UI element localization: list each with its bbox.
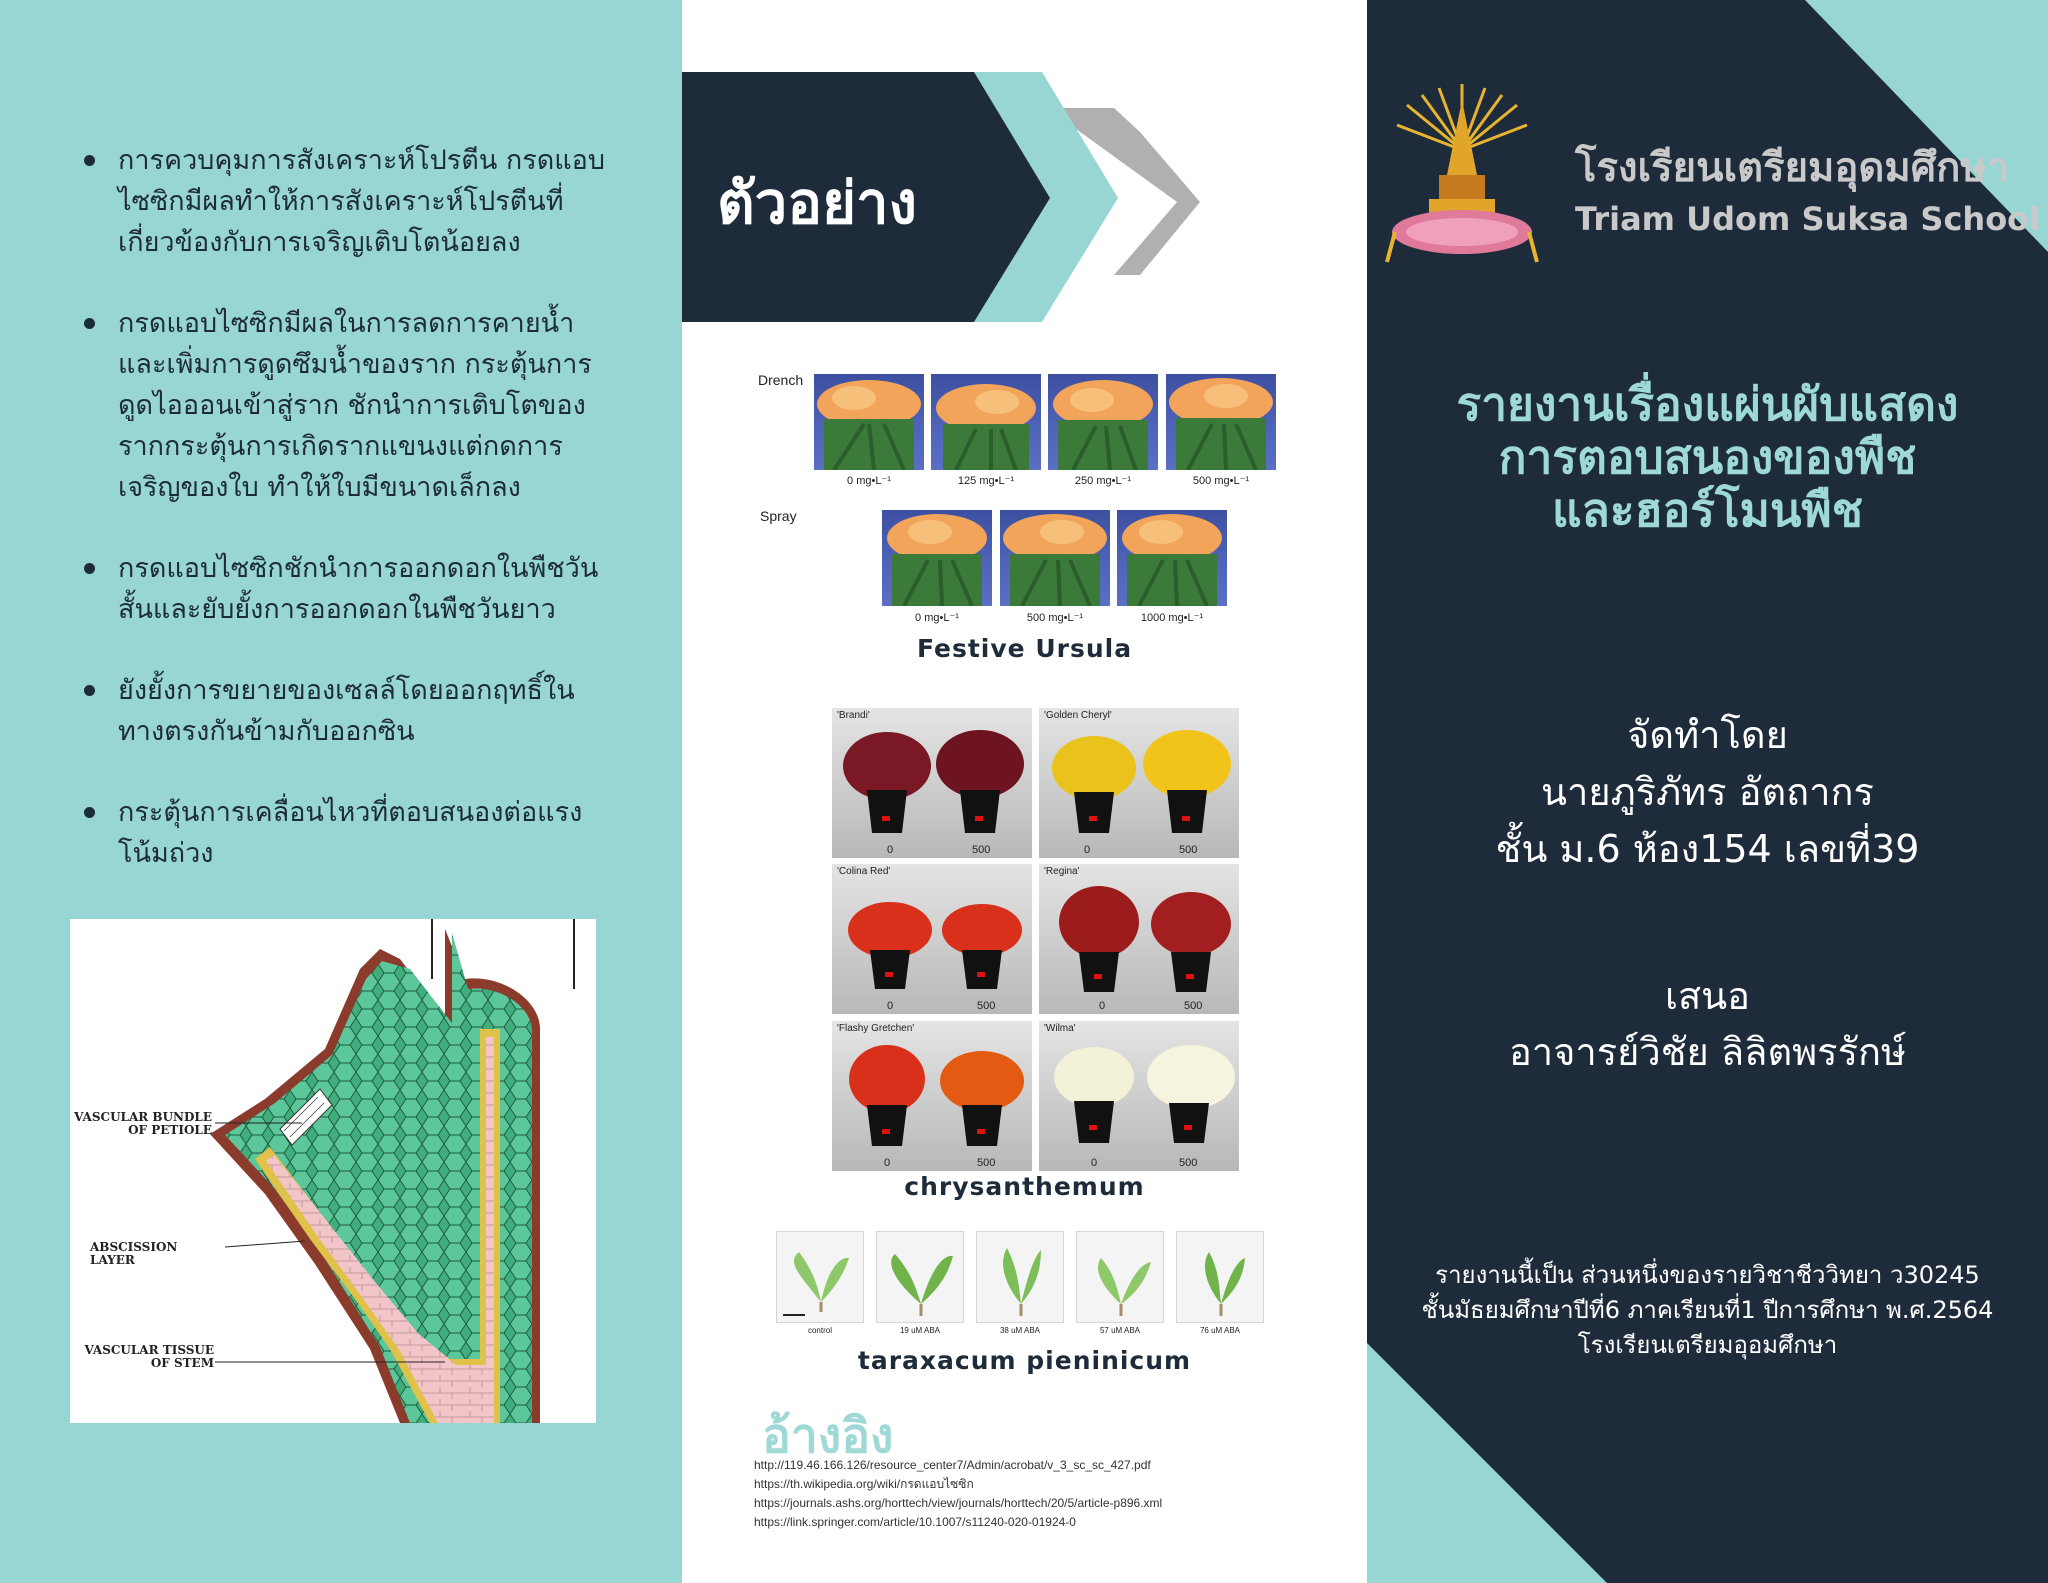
- aba-label: control: [807, 1326, 832, 1335]
- seedling-photo: [976, 1231, 1064, 1323]
- presented-to-block: [1367, 968, 2048, 1080]
- dose-label: 500: [977, 1000, 996, 1012]
- report-title-line: และฮอร์โมนพืช: [1552, 483, 1863, 537]
- corner-triangle-bottom: [1367, 1343, 1607, 1583]
- seedling-image: [877, 1232, 964, 1323]
- abscission-diagram: [70, 919, 596, 1423]
- cultivar-name: 'Brandi': [837, 710, 870, 721]
- diagram-label-line: VASCULAR TISSUE: [84, 1343, 214, 1357]
- left-panel: [0, 0, 682, 1583]
- course-info-line: โรงเรียนเตรียมอุอมศึกษา: [1577, 1331, 1838, 1359]
- aba-label: 19 uM ABA: [899, 1326, 941, 1335]
- drench-label: Drench: [758, 372, 804, 388]
- references-list: [754, 1456, 1162, 1532]
- dose-label: 0: [884, 1157, 891, 1169]
- author-line: จัดทำโดย: [1627, 713, 1788, 757]
- dose-label: 0: [1091, 1157, 1098, 1169]
- drench-tick-label: 250 mg•L⁻¹: [1074, 475, 1132, 487]
- school-name-english: Triam Udom Suksa School: [1575, 200, 2041, 238]
- spray-tick-label: 1000 mg•L⁻¹: [1140, 612, 1204, 624]
- dose-label: 0: [1099, 1000, 1106, 1012]
- spray-label: Spray: [760, 508, 797, 524]
- middle-panel: [682, 0, 1367, 1583]
- bullet-item: [80, 792, 610, 874]
- flower-photo: [1117, 510, 1227, 606]
- references-title: อ้างอิง: [762, 1408, 894, 1464]
- potted-plants-image: [832, 708, 1032, 858]
- caption-chrysanthemum: chrysanthemum: [904, 1172, 1145, 1201]
- dose-label: 500: [1179, 844, 1198, 856]
- bullet-dot-icon: [84, 155, 95, 166]
- flower-photo: [814, 374, 924, 470]
- bullet-text: กรดแอบไซซิกมีผลในการลดการคายน้ำและเพิ่มการดูดซึมน้ำของราก กระตุ้นการดูดไอออนเข้าสู่ราก ชักนำการเติบโตของรากกระตุ้นการเกิดรากแขนงแต่กดการเจริญของใบ ทำให้ใบมีขนาดเล็กลง: [118, 308, 592, 503]
- dose-label: 500: [972, 844, 991, 856]
- banner-title: ตัวอย่าง: [717, 169, 917, 237]
- bullet-item: [80, 140, 610, 263]
- example-banner: [682, 0, 1367, 330]
- presented-line: อาจารย์วิชัย ลิลิตพรรักษ์: [1508, 1030, 1907, 1074]
- author-block: [1367, 707, 2048, 878]
- flower-image: [1166, 374, 1276, 470]
- chrysanthemum-photo: [832, 864, 1032, 1014]
- caption-taraxacum: taraxacum pieninicum: [857, 1346, 1192, 1375]
- seedling-photo: [776, 1231, 864, 1323]
- dose-label: 500: [977, 1157, 996, 1169]
- caption-festive-ursula: Festive Ursula: [916, 634, 1133, 663]
- seedling-photo: [1176, 1231, 1264, 1323]
- course-info-line: รายงานนี้เป็น ส่วนหนึ่งของรายวิชาชีววิทยา ว30245: [1435, 1261, 1980, 1289]
- flower-photo: [1000, 510, 1110, 606]
- seedling-image: [777, 1232, 864, 1323]
- author-line: ชั้น ม.6 ห้อง154 เลขที่39: [1495, 827, 1920, 871]
- author-line: นายภูริภัทร อัตถากร: [1541, 770, 1874, 814]
- aba-label: 38 uM ABA: [999, 1326, 1041, 1335]
- potted-plants-image: [1039, 708, 1239, 858]
- flower-photo: [931, 374, 1041, 470]
- diagram-label-vascular-bundle: [74, 1111, 212, 1137]
- report-title-line: รายงานเรื่องแผ่นผับแสดง: [1456, 377, 1959, 431]
- potted-plants-image: [832, 1021, 1032, 1171]
- reference-link[interactable]: https://link.springer.com/article/10.1007/s11240-020-01924-0: [754, 1515, 1076, 1529]
- diagram-label-abscission: ABSCISSION LAYER: [90, 1240, 178, 1267]
- bullet-text: กระตุ้นการเคลื่อนไหวที่ตอบสนองต่อแรงโน้มถ่วง: [118, 797, 583, 869]
- seedling-image: [1077, 1232, 1164, 1323]
- drench-tick-label: 0 mg•L⁻¹: [847, 475, 891, 487]
- cultivar-name: 'Wilma': [1044, 1023, 1076, 1034]
- flower-photo: [882, 510, 992, 606]
- diagram-label-line: OF PETIOLE: [128, 1123, 212, 1137]
- seedling-photo: [1076, 1231, 1164, 1323]
- dose-label: 500: [1179, 1157, 1198, 1169]
- drench-tick-label: 500 mg•L⁻¹: [1192, 475, 1250, 487]
- right-panel: [1367, 0, 2048, 1583]
- chrysanthemum-photo: [1039, 1021, 1239, 1171]
- flower-image: [882, 510, 992, 606]
- spray-tick-label: 0 mg•L⁻¹: [915, 612, 959, 624]
- flower-image: [1048, 374, 1158, 470]
- aba-label: 76 uM ABA: [1199, 1326, 1241, 1335]
- flower-photo: [1166, 374, 1276, 470]
- chrysanthemum-photo: [1039, 864, 1239, 1014]
- dose-label: 0: [887, 844, 894, 856]
- potted-plants-image: [1039, 864, 1239, 1014]
- chrysanthemum-photo: [832, 1021, 1032, 1171]
- bullet-item: [80, 670, 610, 752]
- cultivar-name: 'Flashy Gretchen': [837, 1023, 915, 1034]
- reference-link[interactable]: http://119.46.166.126/resource_center7/Admin/acrobat/v_3_sc_sc_427.pdf: [754, 1458, 1151, 1472]
- potted-plants-image: [1039, 1021, 1239, 1171]
- cultivar-name: 'Regina': [1044, 866, 1080, 877]
- aba-label: 57 uM ABA: [1099, 1326, 1141, 1335]
- potted-plants-image: [832, 864, 1032, 1014]
- bullet-text: การควบคุมการสังเคราะห์โปรตีน กรดแอบไซซิกมีผลทำให้การสังเคราะห์โปรตีนที่เกี่ยวข้องกับการเจริญเติบโตน้อยลง: [118, 145, 606, 258]
- chrysanthemum-photo: [1039, 708, 1239, 858]
- bullet-dot-icon: [84, 807, 95, 818]
- seedling-image: [977, 1232, 1064, 1323]
- bullet-dot-icon: [84, 563, 95, 574]
- flower-image: [814, 374, 924, 470]
- diagram-label-line: OF STEM: [150, 1356, 214, 1370]
- seedling-photo: [876, 1231, 964, 1323]
- school-emblem-icon: [1387, 84, 1537, 262]
- cultivar-name: 'Golden Cheryl': [1044, 710, 1112, 721]
- bullet-text: กรดแอบไซซิกชักนำการออกดอกในพืชวันสั้นและยับยั้งการออกดอกในพืชวันยาว: [118, 553, 599, 625]
- dose-label: 500: [1184, 1000, 1203, 1012]
- dose-label: 0: [1084, 844, 1091, 856]
- chrysanthemum-photo: [832, 708, 1032, 858]
- flower-image: [931, 374, 1041, 470]
- spray-tick-label: 500 mg•L⁻¹: [1026, 612, 1084, 624]
- bullet-item: [80, 303, 610, 508]
- dose-label: 0: [887, 1000, 894, 1012]
- school-name-thai: โรงเรียนเตรียมอุดมศึกษา: [1575, 145, 2010, 191]
- bullet-item: [80, 548, 610, 630]
- report-title: [1367, 378, 2048, 537]
- reference-link[interactable]: https://journals.ashs.org/horttech/view/journals/horttech/20/5/article-p896.xml: [754, 1496, 1163, 1510]
- bullet-text: ยังยั้งการขยายของเซลล์โดยออกฤทธิ์ในทางตรงกันข้ามกับออกซิน: [118, 675, 575, 747]
- seedling-image: [1177, 1232, 1264, 1323]
- flower-photo: [1048, 374, 1158, 470]
- presented-line: เสนอ: [1665, 974, 1750, 1018]
- bullet-dot-icon: [84, 318, 95, 329]
- bullet-list: [80, 140, 610, 914]
- report-title-line: การตอบสนองของพืช: [1498, 430, 1917, 484]
- reference-link[interactable]: https://th.wikipedia.org/wiki/กรดแอบไซซิก: [754, 1477, 974, 1491]
- flower-image: [1000, 510, 1110, 606]
- drench-tick-label: 125 mg•L⁻¹: [957, 475, 1015, 487]
- course-info: [1367, 1258, 2048, 1363]
- bullet-dot-icon: [84, 685, 95, 696]
- diagram-label-line: VASCULAR BUNDLE: [74, 1110, 212, 1124]
- course-info-line: ชั้นมัธยมศึกษาปีที่6 ภาคเรียนที่1 ปีการศึกษา พ.ศ.2564: [1421, 1296, 1994, 1324]
- cultivar-name: 'Colina Red': [837, 866, 891, 877]
- diagram-label-vascular-tissue: [74, 1344, 214, 1370]
- flower-image: [1117, 510, 1227, 606]
